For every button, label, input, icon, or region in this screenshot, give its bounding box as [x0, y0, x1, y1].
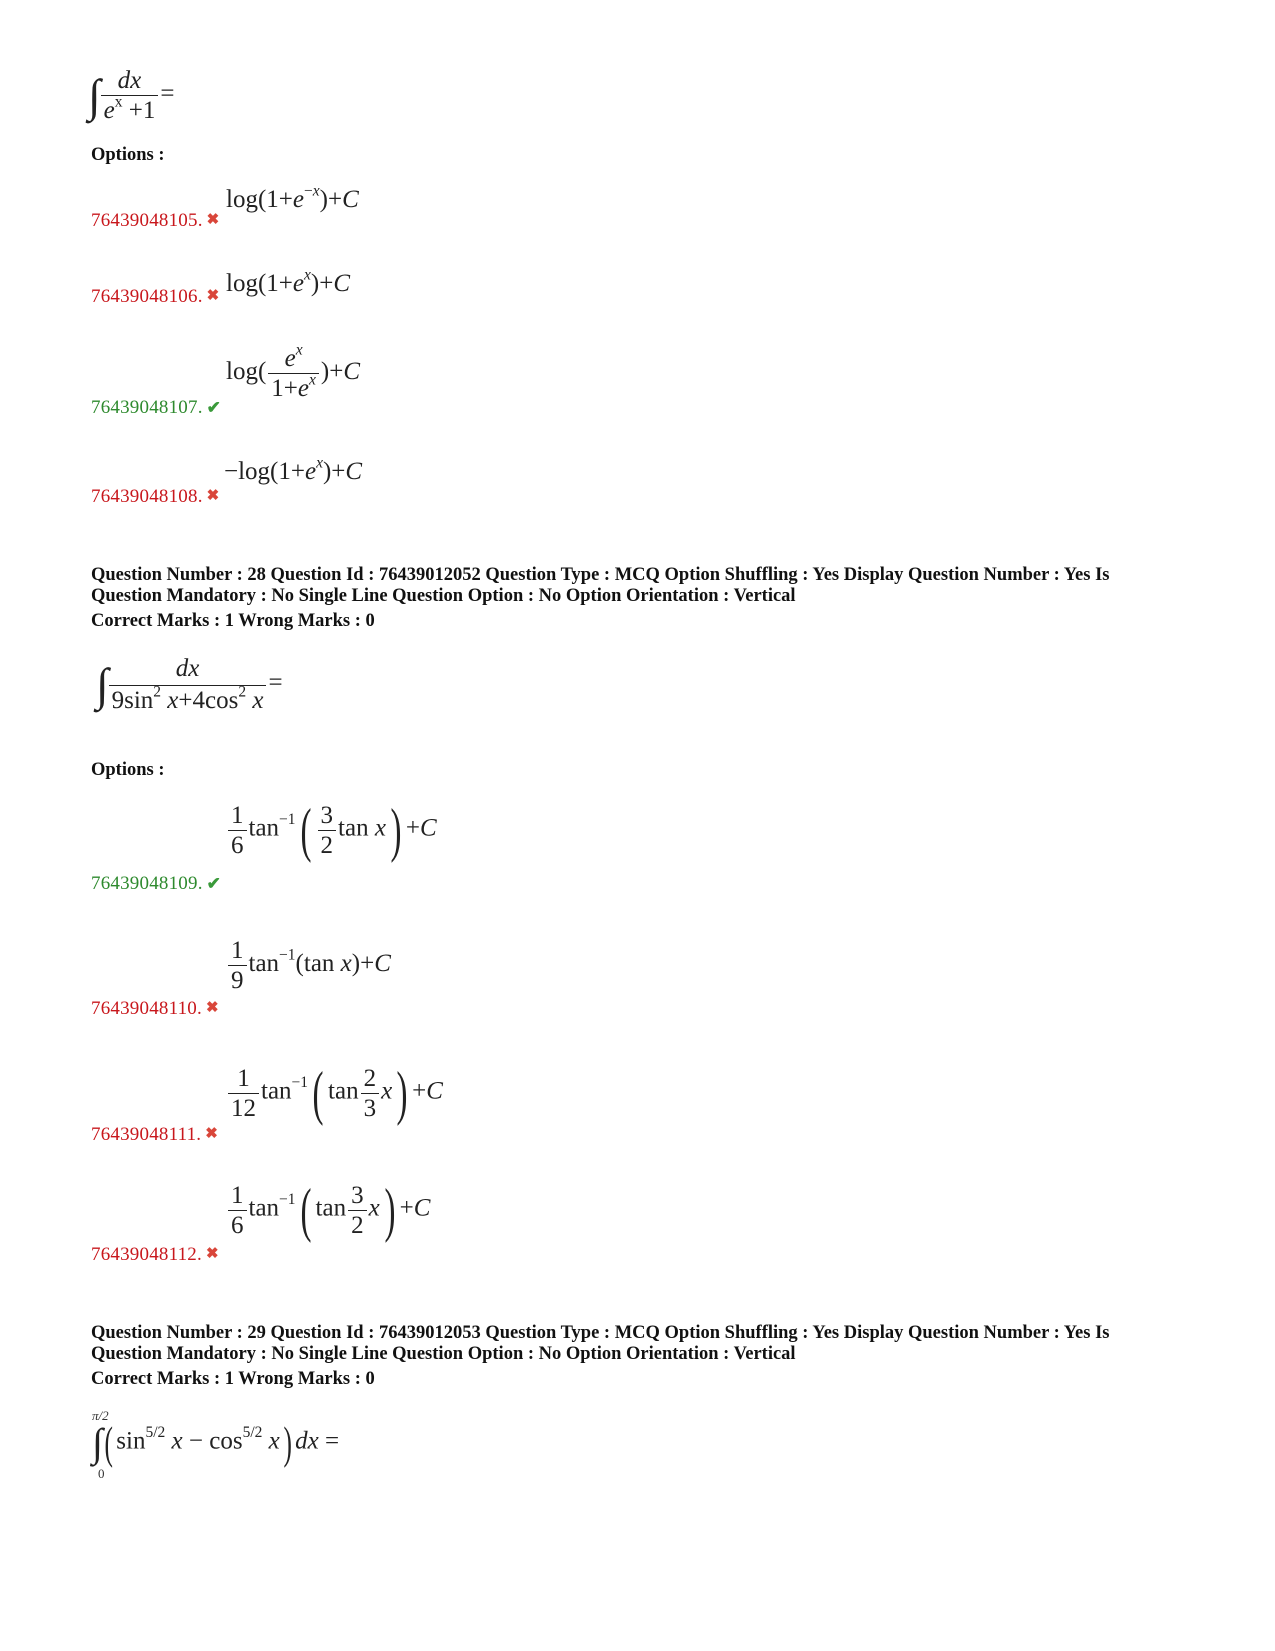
cross-mark-icon: ✖ [205, 1246, 219, 1262]
integral-sign: ∫ [96, 658, 109, 710]
check-mark-icon: ✔ [206, 398, 222, 417]
q28-meta: Question Number : 28 Question Id : 76439012052 Question Type : MCQ Option Shuffling : Yes Display Question Number : Yes Is Question Mandatory : No Single Line Question Option : No Option Orientation : Vertical [91, 565, 1110, 606]
q27-option-107[interactable]: 76439048107. ✔ [91, 397, 222, 418]
q27-option-105-formula: $\log(1+e^{-x})+C$ [226, 182, 359, 213]
q28-option-109[interactable]: 76439048109. ✔ [91, 873, 222, 894]
q28-marks: Correct Marks : 1 Wrong Marks : 0 [91, 611, 375, 631]
q27-stem-formula: ∫ $\frac{dx}{e^x +1}$ = [88, 67, 175, 124]
integral-sign: ∫ [88, 69, 101, 121]
cross-mark-icon: ✖ [206, 288, 220, 304]
cross-mark-icon: ✖ [205, 1000, 219, 1016]
q29-meta: Question Number : 29 Question Id : 76439012053 Question Type : MCQ Option Shuffling : Yes Display Question Number : Yes Is Question Mandatory : No Single Line Question Option : No Option Orientation : Vertical [91, 1323, 1110, 1364]
q28-option-112-formula: $\frac{1}{6}$ $\tan^{-1}$( tan $\frac{3}{2}$ x) +C [226, 1180, 430, 1240]
q27-option-106[interactable]: 76439048106. ✖ [91, 286, 220, 307]
q29-lower-limit: 0 [98, 1466, 105, 1481]
q28-stem-formula: ∫ $\frac{dx}{9\sin^2 x+4\cos^2 x}$ = [96, 655, 283, 714]
q28-option-110-formula: $\frac{1}{9}$ $\tan^{-1}(\tan$ x)+C [226, 938, 391, 993]
q28-option-110[interactable]: 76439048110. ✖ [91, 998, 219, 1019]
q27-denominator-base: e [103, 97, 115, 124]
cross-mark-icon: ✖ [205, 1126, 219, 1142]
q27-option-108-formula: $-\log(1+e^x)+C$ [224, 454, 363, 485]
q27-option-108[interactable]: 76439048108. ✖ [91, 486, 220, 507]
q27-numerator: dx [117, 67, 142, 94]
q27-option-107-formula: log( $\frac{e^x}{1+e^x}$ )+C [226, 341, 361, 402]
cross-mark-icon: ✖ [206, 212, 220, 228]
q27-options-label: Options : [91, 145, 165, 165]
q28-options-label: Options : [91, 760, 165, 780]
q28-option-111[interactable]: 76439048111. ✖ [91, 1124, 219, 1145]
q28-option-111-formula: $\frac{1}{12}$ $\tan^{-1}$( tan $\frac{2}{3}$ x) +C [226, 1063, 443, 1123]
q29-marks: Correct Marks : 1 Wrong Marks : 0 [91, 1369, 375, 1389]
cross-mark-icon: ✖ [206, 488, 220, 504]
q27-option-105[interactable]: 76439048105. ✖ [91, 210, 220, 231]
q29-upper-limit: π/2 [92, 1408, 109, 1423]
q28-option-112[interactable]: 76439048112. ✖ [91, 1244, 219, 1265]
check-mark-icon: ✔ [206, 874, 222, 893]
q29-stem-formula: ∫( $\sin^{5/2} x - \cos^{5/2} x$) dx = [92, 1417, 340, 1468]
q28-option-109-formula: $\frac{1}{6}$ $\tan^{-1}$( $\frac{3}{2}$ tan x) +C [226, 800, 437, 860]
integral-sign: ∫ [92, 1420, 103, 1465]
q27-option-106-formula: $\log(1+e^x)+C$ [226, 266, 350, 297]
